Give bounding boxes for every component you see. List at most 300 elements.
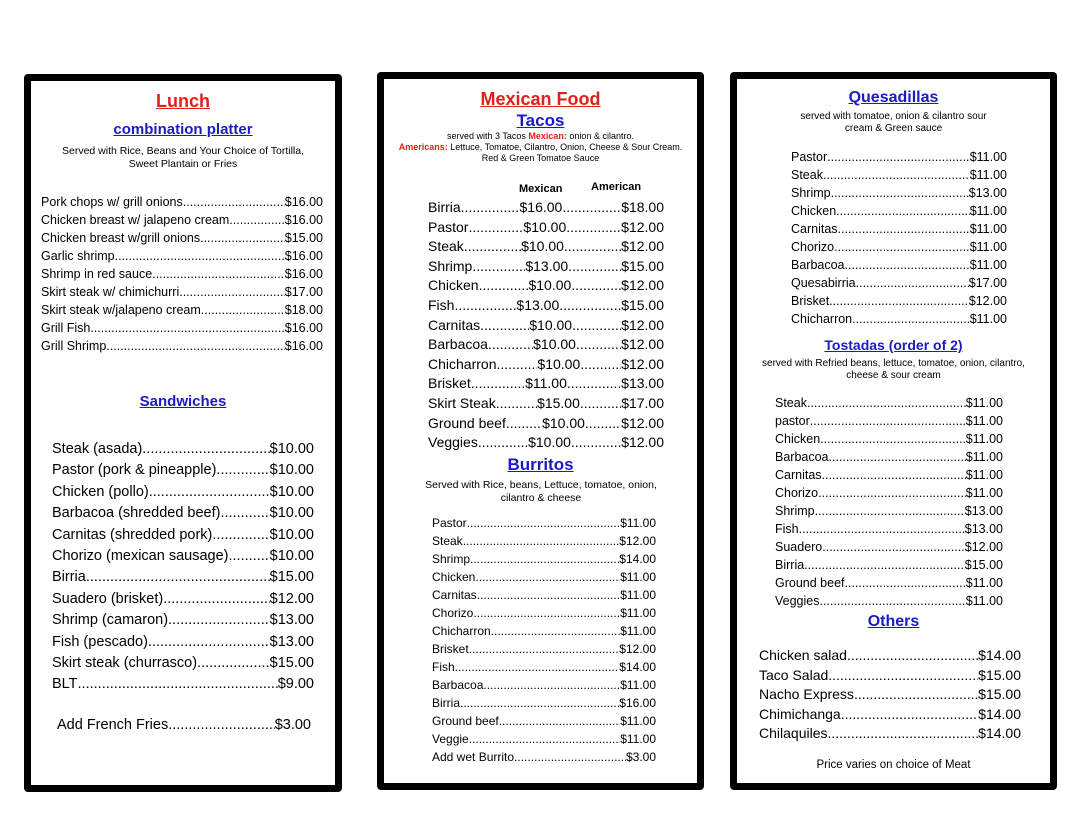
menu-item <box>759 647 1021 663</box>
menu-item <box>791 276 1007 290</box>
item-name: Chimichanga <box>759 705 841 722</box>
item-name: Barbacoa <box>775 450 829 464</box>
dot-leader <box>179 285 285 299</box>
menu-item <box>432 606 656 620</box>
price-note-footer: Price varies on choice of Meat <box>816 759 971 771</box>
item-name: Ground beef <box>775 576 845 590</box>
item-price-american: $12.00 <box>621 218 664 235</box>
item-price: $11.00 <box>969 312 1007 326</box>
dot-leader <box>152 267 285 281</box>
dot-leader <box>461 199 520 215</box>
item-name: Brisket <box>428 375 471 392</box>
item-price-mexican: $13.00 <box>516 297 560 313</box>
item-price: $14.00 <box>619 660 656 674</box>
item-price: $16.00 <box>619 696 656 710</box>
item-price: $14.00 <box>619 552 656 566</box>
dot-leader <box>469 732 620 746</box>
item-name: Skirt Steak <box>428 395 496 411</box>
item-name: Brisket <box>432 642 469 656</box>
menu-item <box>52 484 314 500</box>
item-price: $16.00 <box>284 213 323 227</box>
item-price: $11.00 <box>965 594 1003 608</box>
tacos-desc-text: onion & cilantro. <box>566 131 634 141</box>
dot-leader <box>463 534 620 548</box>
item-price: $3.00 <box>625 750 656 764</box>
item-name: Chicharron <box>432 624 491 638</box>
dot-leader <box>834 240 970 254</box>
taco-item <box>428 434 664 450</box>
menu-item <box>791 150 1007 164</box>
menu-item <box>41 339 323 353</box>
tacos-desc-text: served with 3 Tacos <box>447 131 529 141</box>
item-price: $15.00 <box>978 686 1021 703</box>
item-name: Chicken breast w/ jalapeno cream <box>41 213 230 227</box>
dot-leader <box>807 396 966 410</box>
taco-item <box>428 317 664 333</box>
item-price: $11.00 <box>620 570 656 584</box>
tostadas-description: served with Refried beans, lettuce, tomatoe, onion, cilantro, cheese & sour cream <box>762 358 1025 381</box>
menu-item <box>41 249 323 263</box>
item-name: Birria <box>52 569 86 586</box>
dot-leader <box>820 432 966 446</box>
item-name: Steak (asada) <box>52 441 143 457</box>
item-name: Suadero (brisket) <box>52 590 164 607</box>
item-name: pastor <box>775 414 810 428</box>
item-price-mexican: $15.00 <box>537 395 580 411</box>
item-name: Barbacoa <box>791 258 845 272</box>
item-price: $16.00 <box>284 321 323 335</box>
item-name: Fish <box>775 522 799 536</box>
item-price: $11.00 <box>620 516 656 530</box>
dot-leader <box>483 678 620 692</box>
item-name: Shrimp <box>775 504 815 518</box>
dot-leader <box>478 434 528 450</box>
item-name: Veggies <box>775 594 820 608</box>
item-price-mexican: $10.00 <box>542 414 585 431</box>
item-name: Suadero <box>775 540 823 554</box>
item-name: Carnitas <box>775 468 822 482</box>
dot-leader <box>562 199 621 215</box>
dot-leader <box>467 516 621 530</box>
dot-leader <box>854 686 978 702</box>
dot-leader <box>479 277 529 293</box>
menu-item <box>775 576 1003 590</box>
dot-leader <box>460 696 619 710</box>
menu-item <box>432 732 656 746</box>
dot-leader <box>148 634 270 650</box>
dot-leader <box>163 591 269 607</box>
item-name: Steak <box>791 168 823 182</box>
tacos-description <box>386 131 695 164</box>
dot-leader <box>496 356 537 372</box>
menu-item <box>791 240 1007 254</box>
item-name: Birria <box>775 558 805 572</box>
dot-leader <box>823 168 970 182</box>
item-name: Chicken <box>791 204 837 218</box>
item-price: $10.00 <box>269 483 314 500</box>
menu-item <box>432 642 656 656</box>
dot-leader <box>847 647 978 663</box>
item-price-american: $12.00 <box>621 238 664 255</box>
column-header-mexican: Mexican <box>519 183 563 195</box>
item-name: Carnitas (shredded pork) <box>52 526 213 543</box>
item-name: Chicken (pollo) <box>52 483 149 500</box>
item-name: Carnitas <box>432 588 477 602</box>
dot-leader <box>475 570 620 584</box>
lunch-title: Lunch <box>156 91 210 111</box>
menu-item <box>775 486 1003 500</box>
item-price: $3.00 <box>274 717 311 733</box>
menu-item <box>791 258 1007 272</box>
item-name: Carnitas <box>791 222 838 236</box>
item-name: Garlic shrimp <box>41 249 115 263</box>
menu-item <box>52 655 314 671</box>
item-name: Skirt steak (churrasco) <box>52 655 198 671</box>
dot-leader <box>567 375 621 391</box>
menu-item <box>775 432 1003 446</box>
dot-leader <box>469 642 620 656</box>
dot-leader <box>464 238 521 254</box>
item-price: $11.00 <box>620 606 656 620</box>
dot-leader <box>828 667 978 683</box>
quesadillas-heading: Quesadillas <box>848 89 939 106</box>
item-price: $12.00 <box>619 642 656 656</box>
item-price-mexican: $10.00 <box>528 277 572 294</box>
tacos-desc-text: Lettuce, Tomatoe, Cilantro, Onion, Cheese & Sour Cream. <box>447 142 683 152</box>
tostadas-heading: Tostadas (order of 2) <box>824 337 963 353</box>
item-price: $15.00 <box>964 558 1003 572</box>
item-name: Taco Salad <box>759 666 829 683</box>
dot-leader <box>559 297 621 313</box>
item-name: BLT <box>52 676 78 693</box>
item-price: $15.00 <box>284 231 323 245</box>
item-price: $16.00 <box>284 249 323 263</box>
taco-item <box>428 238 664 254</box>
others-heading: Others <box>867 613 920 630</box>
dot-leader <box>568 258 621 274</box>
dot-leader <box>454 297 516 313</box>
menu-item <box>52 441 314 457</box>
item-price: $14.00 <box>978 725 1021 742</box>
menu-item <box>41 231 323 245</box>
item-price: $11.00 <box>969 258 1007 272</box>
item-price: $14.00 <box>978 705 1021 722</box>
dot-leader <box>827 150 970 164</box>
dot-leader <box>571 434 621 450</box>
dot-leader <box>564 238 621 254</box>
item-price: $11.00 <box>965 450 1003 464</box>
dot-leader <box>804 558 965 572</box>
item-name: Chicharron <box>428 355 497 372</box>
dot-leader <box>200 231 285 245</box>
item-name: Ground beef <box>428 414 506 431</box>
dot-leader <box>229 548 270 564</box>
dot-leader <box>852 312 970 326</box>
menu-item <box>41 267 323 281</box>
item-price-american: $12.00 <box>621 355 665 372</box>
dot-leader <box>168 612 270 628</box>
item-name: Pastor (pork & pineapple) <box>52 462 217 479</box>
dot-leader <box>491 624 620 638</box>
taco-item <box>428 297 664 313</box>
item-price: $11.00 <box>620 624 656 638</box>
dot-leader <box>488 336 533 352</box>
dot-leader <box>571 277 621 293</box>
item-name: Steak <box>432 534 463 548</box>
dot-leader <box>580 356 621 372</box>
item-name: Chicken <box>432 570 476 584</box>
dot-leader <box>799 522 965 536</box>
dot-leader <box>472 258 525 274</box>
dot-leader <box>106 339 284 353</box>
item-name: Veggies <box>428 434 478 451</box>
taco-item <box>428 219 664 235</box>
dot-leader <box>78 676 278 692</box>
item-price: $9.00 <box>277 676 314 693</box>
item-price-american: $18.00 <box>621 199 665 215</box>
item-name: Chorizo <box>775 486 819 500</box>
item-name: Shrimp <box>428 257 473 274</box>
menu-item <box>775 522 1003 536</box>
dot-leader <box>845 576 966 590</box>
item-price: $13.00 <box>269 612 314 629</box>
item-name: Grill Fish <box>41 321 91 335</box>
dot-leader <box>216 462 269 478</box>
dot-leader <box>576 336 621 352</box>
item-name: Nacho Express <box>759 686 854 703</box>
dot-leader <box>841 706 978 722</box>
item-price-american: $12.00 <box>621 414 664 431</box>
burritos-description: Served with Rice, beans, Lettuce, tomatoe, onion, cilantro & cheese <box>425 479 657 504</box>
item-name: Pastor <box>432 516 467 530</box>
combination-platter-heading: combination platter <box>113 121 253 138</box>
menu-item <box>775 414 1003 428</box>
quesadillas-description: served with tomatoe, onion & cilantro sour cream & Green sauce <box>800 111 987 134</box>
item-price: $10.00 <box>269 548 314 564</box>
mexican-food-panel <box>377 72 704 790</box>
item-price: $11.00 <box>965 486 1003 500</box>
menu-item <box>432 696 656 710</box>
taco-item <box>428 395 664 411</box>
taco-item <box>428 277 664 293</box>
menu-item <box>52 462 314 478</box>
menu-item <box>432 750 656 764</box>
tacos-heading: Tacos <box>516 111 565 130</box>
item-price: $13.00 <box>964 522 1003 536</box>
menu-item <box>52 612 314 628</box>
menu-item <box>791 186 1007 200</box>
dot-leader <box>496 395 537 411</box>
menu-item <box>791 222 1007 236</box>
taco-item <box>428 336 664 352</box>
dot-leader <box>829 294 969 308</box>
menu-item <box>775 396 1003 410</box>
item-price-mexican: $10.00 <box>537 355 581 372</box>
dot-leader <box>815 504 965 518</box>
dot-leader <box>856 276 969 290</box>
item-price: $13.00 <box>269 633 314 650</box>
menu-item <box>432 660 656 674</box>
item-price: $16.00 <box>284 267 323 281</box>
dot-leader <box>572 317 621 333</box>
item-name: Brisket <box>791 294 830 308</box>
dot-leader <box>836 204 970 218</box>
item-price-american: $12.00 <box>621 336 664 353</box>
dot-leader <box>819 594 965 608</box>
menu-item <box>52 591 314 607</box>
dot-leader <box>580 395 621 411</box>
dot-leader <box>822 540 965 554</box>
menu-item <box>759 667 1021 683</box>
dot-leader <box>810 414 966 428</box>
item-name: Chicken <box>775 432 821 446</box>
item-price: $11.00 <box>620 678 656 692</box>
menu-item <box>791 204 1007 218</box>
menu-item <box>759 706 1021 722</box>
item-name: Steak <box>428 238 464 255</box>
item-price: $16.00 <box>284 195 323 209</box>
combination-platter-description: Served with Rice, Beans and Your Choice of Tortilla, Sweet Plantain or Fries <box>61 145 305 170</box>
menu-item <box>41 303 323 317</box>
item-price: $11.00 <box>965 576 1003 590</box>
item-price-mexican: $10.00 <box>523 218 567 235</box>
dot-leader <box>480 317 529 333</box>
menu-item <box>759 686 1021 702</box>
item-name: Chicken <box>428 277 479 294</box>
item-name: Add French Fries <box>57 717 169 733</box>
dot-leader <box>115 249 285 263</box>
menu-item <box>432 588 656 602</box>
item-name: Chorizo <box>791 240 835 254</box>
item-name: Chicharron <box>791 312 853 326</box>
taco-item <box>428 199 664 215</box>
item-price: $11.00 <box>965 468 1003 482</box>
dot-leader <box>566 219 621 235</box>
dot-leader <box>514 750 626 764</box>
menu-item <box>775 558 1003 572</box>
dot-leader <box>829 450 966 464</box>
item-price: $11.00 <box>620 732 656 746</box>
menu-item <box>52 548 314 564</box>
menu-item-add-french-fries <box>57 717 311 733</box>
item-price: $11.00 <box>969 204 1007 218</box>
item-price-american: $12.00 <box>621 277 664 294</box>
item-price: $13.00 <box>968 186 1007 200</box>
item-name: Fish (pescado) <box>52 633 148 650</box>
menu-item <box>791 312 1007 326</box>
item-name: Barbacoa (shredded beef) <box>52 505 221 522</box>
dot-leader <box>455 660 620 674</box>
item-name: Pastor <box>791 150 828 164</box>
item-name: Fish <box>428 297 455 313</box>
item-price-american: $15.00 <box>621 297 665 313</box>
menu-item <box>432 516 656 530</box>
dot-leader <box>845 258 970 272</box>
item-name: Chicken salad <box>759 647 847 663</box>
menu-item <box>52 676 314 692</box>
item-price: $15.00 <box>978 666 1021 683</box>
item-price-mexican: $11.00 <box>525 375 567 392</box>
column-header-american: American <box>591 181 642 193</box>
burritos-heading: Burritos <box>507 455 574 474</box>
item-price: $11.00 <box>965 414 1003 428</box>
menu-item <box>41 285 323 299</box>
dot-leader <box>477 588 621 602</box>
dot-leader <box>90 321 284 335</box>
item-price: $17.00 <box>968 276 1007 290</box>
menu-item <box>775 594 1003 608</box>
item-price-american: $17.00 <box>621 395 665 411</box>
item-name: Shrimp <box>791 186 831 200</box>
menu-item <box>41 213 323 227</box>
dot-leader <box>471 375 525 391</box>
item-price: $11.00 <box>969 168 1007 182</box>
taco-item <box>428 356 664 372</box>
dot-leader <box>818 486 966 500</box>
dot-leader <box>220 505 269 521</box>
dot-leader <box>86 569 270 585</box>
mexican-food-title: Mexican Food <box>480 89 601 109</box>
item-price: $11.00 <box>965 432 1003 446</box>
item-price: $12.00 <box>619 534 656 548</box>
item-name: Pork chops w/ grill onions <box>41 195 183 209</box>
menu-item <box>775 450 1003 464</box>
item-name: Birria <box>432 696 461 710</box>
item-name: Birria <box>428 199 461 215</box>
dot-leader <box>149 484 270 500</box>
dot-leader <box>585 415 621 431</box>
item-price: $14.00 <box>978 647 1021 663</box>
item-name: Chicken breast w/grill onions <box>41 231 201 245</box>
dot-leader <box>468 219 523 235</box>
item-price-mexican: $10.00 <box>528 434 571 451</box>
menu-item <box>775 540 1003 554</box>
item-price: $11.00 <box>620 714 656 728</box>
menu-item <box>52 569 314 585</box>
sandwiches-heading: Sandwiches <box>139 393 227 410</box>
menu-item <box>432 714 656 728</box>
item-price: $15.00 <box>269 569 314 586</box>
quesadillas-panel <box>730 72 1057 790</box>
dot-leader <box>183 195 285 209</box>
item-price: $10.00 <box>269 441 314 457</box>
dot-leader <box>197 655 270 671</box>
item-price: $18.00 <box>284 303 323 317</box>
taco-item <box>428 258 664 274</box>
item-name: Barbacoa <box>432 678 484 692</box>
item-price-american: $12.00 <box>621 316 665 333</box>
menu-item <box>432 570 656 584</box>
menu-item <box>52 634 314 650</box>
item-price: $12.00 <box>964 540 1003 554</box>
item-name: Barbacoa <box>428 336 488 353</box>
item-price: $11.00 <box>969 222 1007 236</box>
taco-item <box>428 415 664 431</box>
item-name: Fish <box>432 660 455 674</box>
item-price: $11.00 <box>969 150 1007 164</box>
item-price: $10.00 <box>269 526 314 543</box>
dot-leader <box>827 725 978 741</box>
item-price: $11.00 <box>965 396 1003 410</box>
dot-leader <box>212 527 269 543</box>
dot-leader <box>470 552 619 566</box>
item-name: Chilaquiles <box>759 725 828 742</box>
dot-leader <box>499 714 620 728</box>
item-name: Shrimp (camaron) <box>52 612 169 629</box>
dot-leader <box>506 415 542 431</box>
item-price: $13.00 <box>964 504 1003 518</box>
item-price-mexican: $16.00 <box>519 199 563 215</box>
